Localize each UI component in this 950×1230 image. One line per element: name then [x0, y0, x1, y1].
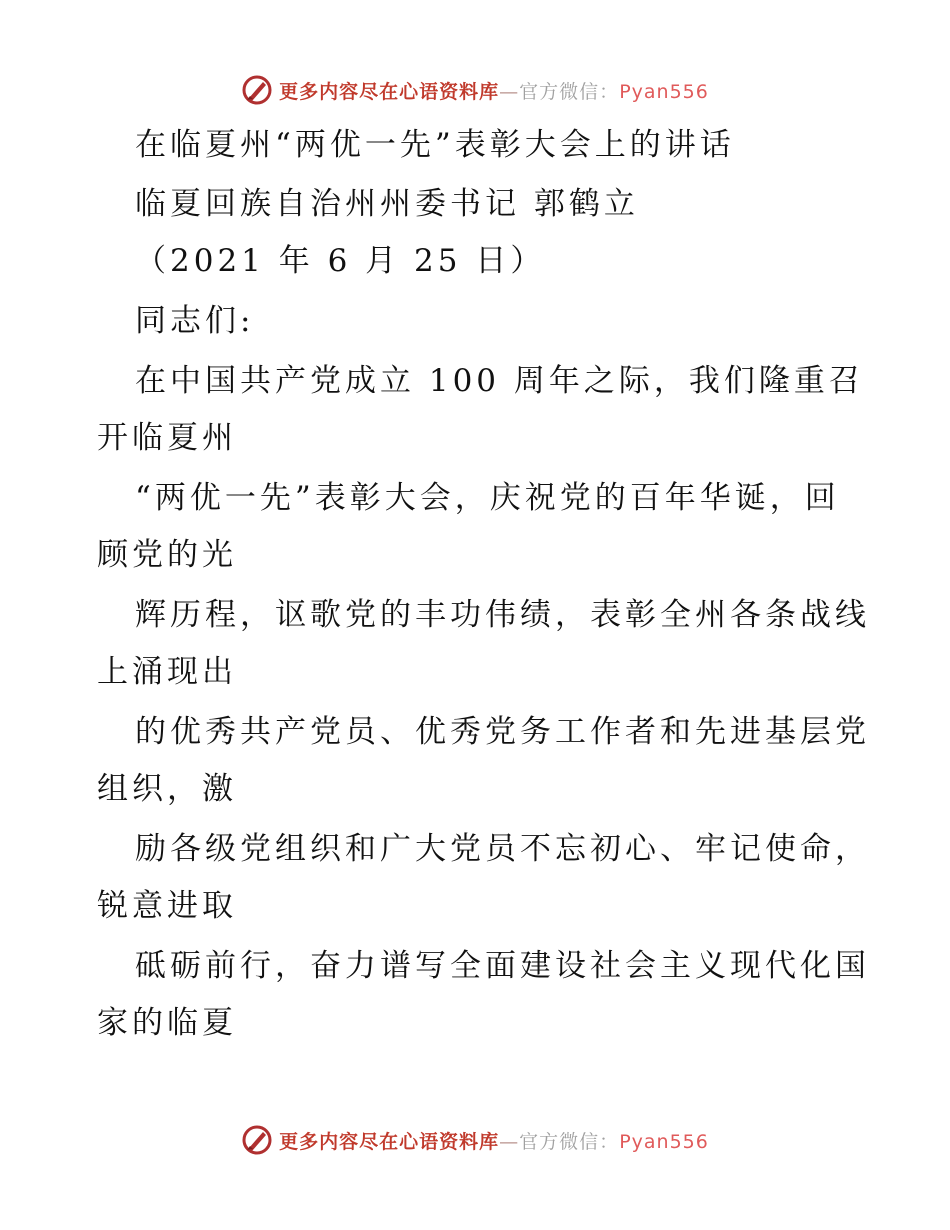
- paragraph-line: 辉历程，讴歌党的丰功伟绩，表彰全州各条战线: [135, 597, 870, 633]
- watermark-brand: 更多内容尽在心语资料库: [279, 80, 500, 103]
- paragraph-line: 砥砺前行，奋力谱写全面建设社会主义现代化国: [135, 948, 870, 984]
- pen-logo-icon: [241, 74, 273, 106]
- paragraph-line: 在中国共产党成立 100 周年之际，我们隆重召: [135, 363, 864, 399]
- watermark-separator: —: [499, 80, 520, 103]
- paragraph-line: 组织，激: [97, 771, 237, 807]
- paragraph-line: 顾党的光: [97, 537, 237, 573]
- paragraph-line: 家的临夏: [97, 1005, 237, 1041]
- document-author: 临夏回族自治州州委书记 郭鹤立: [135, 186, 639, 222]
- paragraph-line: 的优秀共产党员、优秀党务工作者和先进基层党: [135, 714, 870, 750]
- paragraph-line: 上涌现出: [97, 654, 237, 690]
- document-date: （2021 年 6 月 25 日）: [135, 243, 546, 279]
- watermark-id: Pyan556: [619, 80, 709, 103]
- paragraph-line: 锐意进取: [97, 888, 237, 924]
- watermark-brand: 更多内容尽在心语资料库: [279, 1130, 500, 1153]
- watermark-header: [0, 70, 950, 110]
- paragraph-line: “两优一先”表彰大会，庆祝党的百年华诞，回: [135, 480, 840, 516]
- watermark-label: 官方微信：: [519, 1130, 620, 1153]
- paragraph-line: 励各级党组织和广大党员不忘初心、牢记使命，: [135, 831, 870, 867]
- watermark-id: Pyan556: [619, 1130, 709, 1153]
- watermark-footer: [0, 1120, 950, 1160]
- document-title: 在临夏州“两优一先”表彰大会上的讲话: [135, 127, 735, 163]
- paragraph-line: 开临夏州: [97, 420, 237, 456]
- document-salutation: 同志们:: [135, 303, 255, 339]
- watermark-label: 官方微信：: [519, 80, 620, 103]
- watermark-separator: —: [499, 1130, 520, 1153]
- pen-logo-icon: [241, 1124, 273, 1156]
